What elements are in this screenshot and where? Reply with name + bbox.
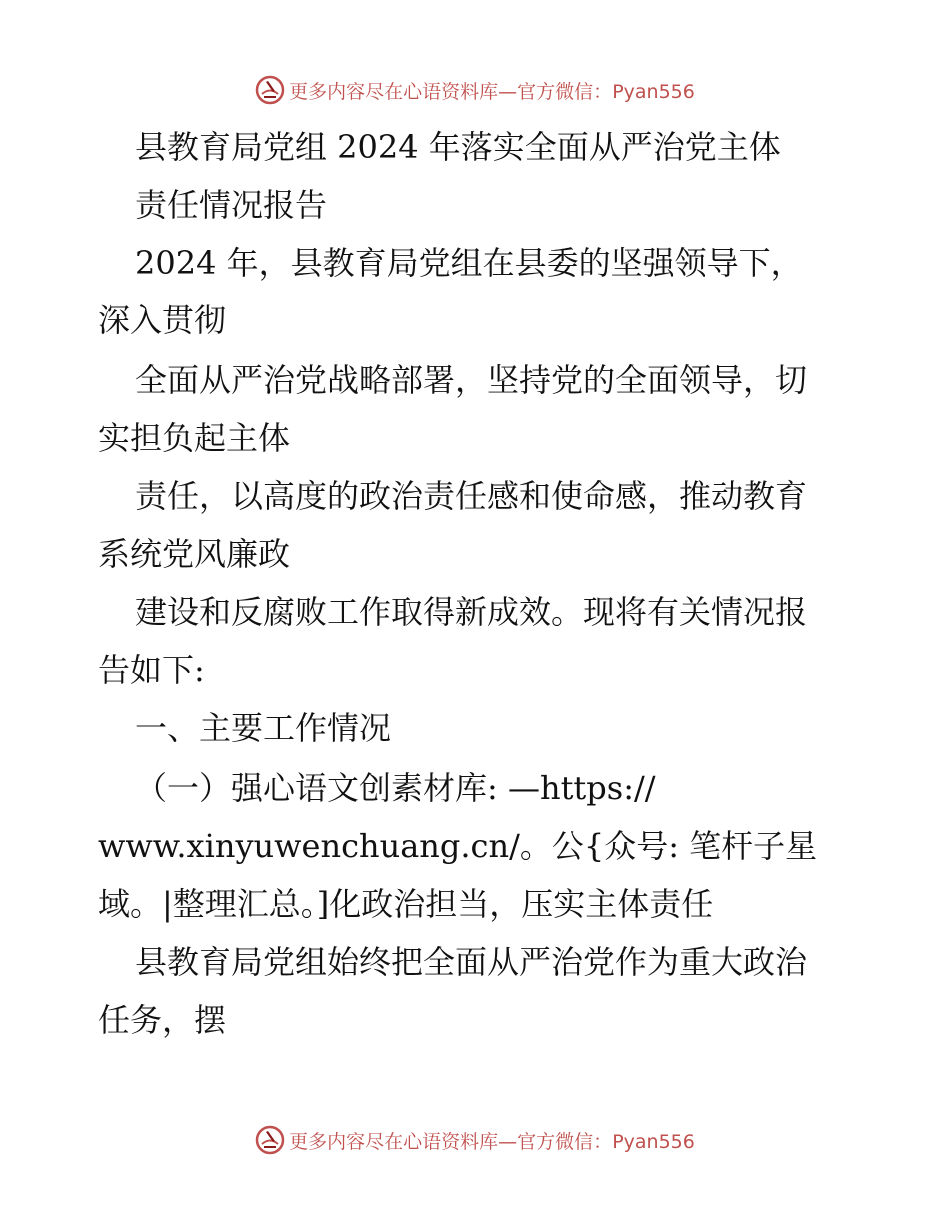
red-book-pen-logo-icon xyxy=(255,75,285,105)
banner-dash: — xyxy=(498,1130,518,1153)
paragraph-3-line-1: 责任，以高度的政治责任感和使命感，推动教育 xyxy=(135,477,808,515)
banner-site-text: 更多内容尽在心语资料库 xyxy=(289,1130,499,1153)
footer-banner-text xyxy=(289,1127,695,1154)
banner-wechat-id: Pyan556 xyxy=(612,80,695,103)
document-title-line-1: 县教育局党组 2024 年落实全面从严治党主体 xyxy=(135,128,781,166)
paragraph-2-line-1: 全面从严治党战略部署，坚持党的全面领导，切 xyxy=(135,361,808,399)
banner-wechat-id: Pyan556 xyxy=(612,1130,695,1153)
paragraph-5-line-2: 任务，摆 xyxy=(98,1001,227,1039)
banner-site-text: 更多内容尽在心语资料库 xyxy=(289,80,499,103)
paragraph-1-line-2: 深入贯彻 xyxy=(98,301,227,339)
paragraph-2-line-2: 实担负起主体 xyxy=(98,419,291,457)
paragraph-4-line-2: 告如下: xyxy=(98,651,205,689)
banner-wechat-label: 官方微信： xyxy=(517,80,613,103)
red-book-pen-logo-icon xyxy=(255,1125,285,1155)
document-title-line-2: 责任情况报告 xyxy=(135,186,328,224)
paragraph-3-line-2: 系统党风廉政 xyxy=(98,535,291,573)
paragraph-5-line-1: 县教育局党组始终把全面从严治党作为重大政治 xyxy=(135,943,808,981)
header-banner xyxy=(0,70,950,110)
banner-dash: — xyxy=(498,80,518,103)
footer-banner xyxy=(0,1120,950,1160)
paragraph-4-line-1: 建设和反腐败工作取得新成效。现将有关情况报 xyxy=(135,593,808,631)
subsection-1-line-3: 域。|整理汇总。]化政治担当，压实主体责任 xyxy=(98,885,714,923)
subsection-1-line-2: www.xinyuwenchuang.cn/。公{众号: 笔杆子星 xyxy=(98,827,818,865)
subsection-1-line-1: （一）强心语文创素材库: —https:// xyxy=(135,769,656,807)
paragraph-1-line-1: 2024 年，县教育局党组在县委的坚强领导下， xyxy=(135,244,803,282)
banner-wechat-label: 官方微信： xyxy=(517,1130,613,1153)
section-heading-1: 一、主要工作情况 xyxy=(135,709,392,747)
header-banner-text xyxy=(289,77,695,104)
